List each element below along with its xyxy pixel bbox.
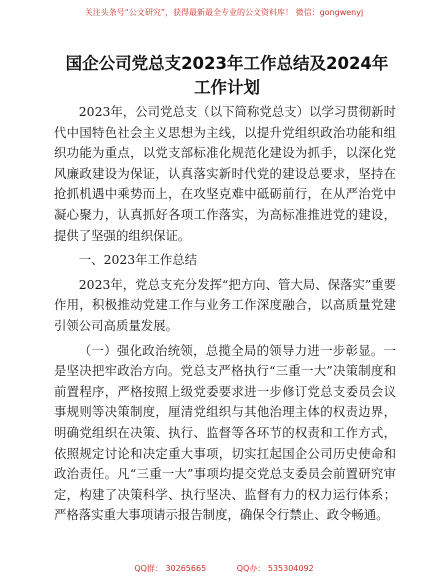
section-heading: 一、2023年工作总结 [78, 252, 198, 268]
footer [0, 563, 448, 574]
summary-paragraph: 2023年，党总支充分发挥“把方向、管大局、保落实”重要作用，积极推动党建工作与业务工作深度融合，以高质量党建引领公司高质量发展。 [54, 276, 396, 333]
top-banner: 关注头条号“公文研究”，获得最新最全专业的公文资料库！ 微信：gongwenyj [84, 8, 364, 17]
document-title: 国企公司党总支2023年工作总结及2024年工作计划 [65, 54, 389, 97]
intro-paragraph: 2023年，公司党总支（以下简称党总支）以学习贯彻新时代中国特色社会主义思想为主线，以提升党组织政治功能和组织功能为重点，以党支部标准化规范化建设为抓手，以深化党风廉政建设为保证，认真落实新时代党的建设总要求，坚持在抢抓机遇中乘势而上，在攻坚克难中砥砺前行，在从严治党中凝心聚力，认真抓好各项工作落实，为高标准推进党的建设，提供了坚强的组织保证。 [54, 104, 396, 243]
document-body [54, 102, 396, 526]
detail-paragraph: （一）强化政治统领，总揽全局的领导力进一步彰显。一是坚决把牢政治方向。党总支严格执行“三重一大”决策制度和前置程序，严格按照上级党委要求进一步修订党总支委员会议事规则等决策制度，厘清党组织与其他治理主体的权责边界，明确党组织在决策、执行、监督等各环节的权责和工作方式，依照规定讨论和决定重大事项，切实扛起国企公司历史使命和政治责任。凡“三重一大”事项均提交党总支委员会前置研究审定，构建了决策科学、执行坚决、监督有力的权力运行体系；严格落实重大事项请示报告制度，确保令行禁止、政令畅通。 [54, 342, 396, 523]
footer-qq-contact: QQ办： 535304092 [236, 564, 314, 573]
footer-qq-group: QQ群： 30265665 [134, 564, 207, 573]
